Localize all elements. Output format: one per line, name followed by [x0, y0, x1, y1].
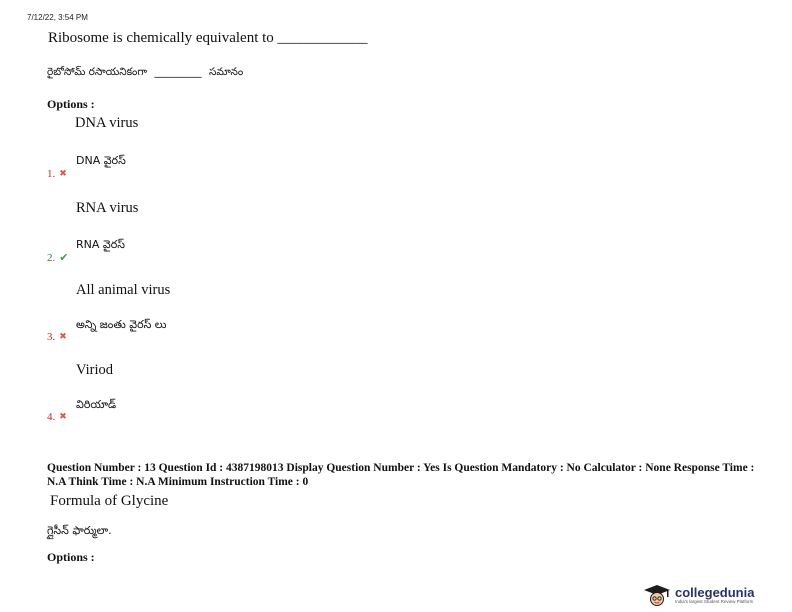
question-telugu-part-2: సమానం — [209, 66, 244, 78]
option-4-number: 4. — [47, 411, 56, 423]
option-2-number: 2. — [47, 251, 56, 264]
question-telugu-blank: _________ — [154, 66, 202, 78]
option-1-marker — [47, 168, 67, 180]
option-2-english: RNA virus — [76, 200, 139, 216]
logo-wordmark: collegedunia — [675, 584, 755, 600]
options-label: Options : — [47, 97, 95, 111]
option-1-telugu: DNA వైరస్ — [76, 154, 126, 167]
option-4-english: Viriod — [76, 362, 113, 378]
option-4-marker — [47, 411, 67, 423]
option-3-number: 3. — [47, 331, 56, 343]
question-text-telugu — [47, 66, 243, 81]
option-2-marker — [47, 251, 68, 264]
checkmark-icon: ✔ — [59, 251, 69, 264]
question-text-english: Ribosome is chemically equivalent to ____________ — [48, 30, 368, 46]
print-timestamp: 7/12/22, 3:54 PM — [27, 13, 88, 22]
option-1-number: 1. — [47, 168, 56, 180]
cross-icon: ✖ — [59, 169, 67, 179]
logo-tagline: India's largest Student Review Platform — [675, 598, 754, 604]
graduate-cap-icon — [642, 583, 672, 607]
option-2-telugu: RNA వైరస్ — [76, 238, 125, 251]
question-telugu-part-1: రైబోసోమ్ రసాయనికంగా — [47, 66, 148, 78]
option-3-english: All animal virus — [76, 282, 171, 298]
question-meta-info: Question Number : 13 Question Id : 4387198013 Display Question Number : Yes Is Question Mandatory : No Calculator : None Response Time : N.A Think Time : N.A Minimum Instruction Time : 0 — [47, 462, 755, 488]
option-4-telugu: విరియాడ్ — [76, 398, 117, 411]
next-options-label: Options : — [47, 550, 95, 564]
option-3-telugu: అన్ని జంతు వైరస్ లు — [76, 318, 167, 331]
cross-icon: ✖ — [59, 332, 67, 342]
option-3-marker — [47, 331, 67, 343]
cross-icon: ✖ — [59, 412, 67, 422]
collegedunia-logo — [642, 583, 754, 607]
option-1-english: DNA virus — [75, 115, 139, 131]
next-question-text-english: Formula of Glycine — [50, 493, 169, 509]
next-question-text-telugu: గ్లైసీన్ ఫార్ములా. — [47, 524, 112, 537]
